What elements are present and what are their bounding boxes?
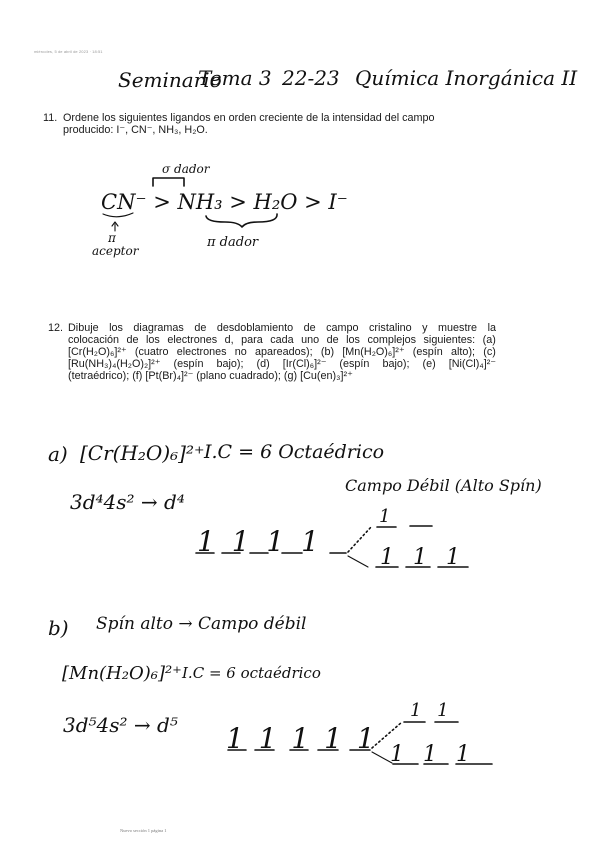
pi-donor-label: π dador: [207, 235, 259, 250]
part-a-free-ion-electrons: 1 1 1 1: [197, 525, 323, 558]
q12-w: no: [234, 346, 247, 358]
q12-w: (c): [483, 346, 496, 358]
header-meta: miércoles, 5 de abril de 2023 · 18:51: [34, 49, 103, 54]
footer-page-label: Nuevo sección 1 página 1: [120, 828, 167, 833]
q12-w: electrones: [176, 346, 227, 358]
q12-w: (b): [320, 346, 335, 358]
part-b-config: 3d⁵4s² → d⁵: [63, 713, 178, 737]
q12-w: [Mn(H₂O)₆]²⁺: [342, 346, 405, 358]
title-seminario: Seminario: [118, 68, 222, 92]
sigma-bracket: [153, 178, 184, 186]
q12-w: colocación: [68, 334, 120, 346]
sigma-donor-label: σ dador: [162, 162, 210, 176]
part-a-eg-electrons: 1: [379, 506, 391, 527]
part-b-t2g-electrons: 1 1 1: [390, 742, 476, 767]
title-tema: Tema 3: [198, 66, 272, 90]
question-11-number: 11.: [43, 112, 58, 124]
q12-w: muestre: [438, 322, 478, 334]
part-b-split-lines: [372, 722, 402, 748]
part-a-split-lines: [348, 526, 372, 552]
part-a-eg-levels: [377, 526, 432, 527]
ligand-order: CN⁻ > NH₃ > H₂O > I⁻: [101, 190, 348, 214]
part-b-split-lines-lower: [372, 752, 392, 763]
part-a-complex: [Cr(H₂O)₆]²⁺: [80, 441, 205, 465]
q12-w: (espín: [339, 358, 370, 370]
q12-w: [Ni(Cl)₄]²⁻: [448, 358, 496, 370]
q12-w: uno: [301, 334, 320, 346]
pi-acceptor-label: π aceptor: [92, 231, 139, 258]
part-b-eg-electrons: 1 1: [410, 700, 454, 721]
q12-w: los: [109, 322, 123, 334]
question-11-text-1: Ordene los siguientes ligandos en orden creciente de la intensidad del campo: [63, 112, 435, 124]
part-b-note: Spín alto → Campo débil: [96, 614, 307, 634]
q12-w: d,: [224, 334, 234, 346]
q12-w: bajo);: [382, 358, 410, 370]
q12-w: de: [126, 334, 139, 346]
q12-w: diagramas: [133, 322, 184, 334]
part-b-free-ion-electrons: 1 1 1 1 1: [226, 722, 378, 755]
q12-w: (espín: [412, 346, 443, 358]
q12-w: cristalino: [369, 322, 412, 334]
q12-w: de: [326, 334, 339, 346]
cn-underline: [103, 213, 133, 217]
part-b-result: I.C = 6 octaédrico: [182, 664, 321, 682]
q12-w: y: [422, 322, 428, 334]
pi-acceptor-arrow: [112, 222, 118, 231]
q12-w: siguientes:: [423, 334, 476, 346]
q12-w: desdoblamiento: [216, 322, 294, 334]
part-a-result: I.C = 6 Octaédrico: [204, 441, 385, 463]
q12-w: bajo);: [216, 358, 244, 370]
q12-w: de: [303, 322, 316, 334]
q12-w: complejos: [367, 334, 417, 346]
question-12-number: 12.: [48, 322, 64, 334]
q12-w: (tetraédrico); (f) [Pt(Br)₄]²⁻ (plano cuadrado); (g) [Cu(en)₃]²⁺: [68, 370, 353, 382]
q12-w: cada: [270, 334, 294, 346]
q12-w: (cuatro: [134, 346, 169, 358]
q12-w: apareados);: [255, 346, 313, 358]
q12-w: (d): [256, 358, 270, 370]
part-b-label: b): [48, 616, 69, 640]
question-11-text-2: producido: I⁻, CN⁻, NH₃, H₂O.: [63, 124, 208, 136]
q12-w: los: [346, 334, 360, 346]
q12-w: electrones: [167, 334, 218, 346]
part-a-t2g-electrons: 1 1 1: [380, 545, 466, 570]
q12-w: la: [487, 322, 496, 334]
q12-w: Dibuje: [68, 322, 99, 334]
q12-w: de: [194, 322, 207, 334]
title-course-year: 22-23: [282, 66, 340, 90]
q12-w: los: [146, 334, 160, 346]
q12-w: alto);: [451, 346, 476, 358]
pi-donor-brace: [206, 214, 277, 227]
q12-w: (espín: [173, 358, 204, 370]
title-subject: Química Inorgánica II: [355, 66, 578, 90]
part-a-config: 3d⁴4s² → d⁴: [70, 490, 185, 514]
q12-w: [Cr(H₂O)₆]²⁺: [68, 346, 127, 358]
q12-w: [Ir(Cl)₆]²⁻: [282, 358, 327, 370]
q12-w: para: [241, 334, 263, 346]
q12-w: [Ru(NH₃)₄(H₂O)₂]²⁺: [68, 358, 161, 370]
q12-w: campo: [326, 322, 359, 334]
q12-w: (e): [422, 358, 436, 370]
part-a-label: a): [48, 442, 68, 466]
part-a-split-lines-lower: [348, 556, 368, 567]
part-b-complex: [Mn(H₂O)₆]²⁺: [62, 663, 182, 684]
q12-w: (a): [482, 334, 496, 346]
part-a-field-note: Campo Débil (Alto Spín): [345, 476, 542, 495]
